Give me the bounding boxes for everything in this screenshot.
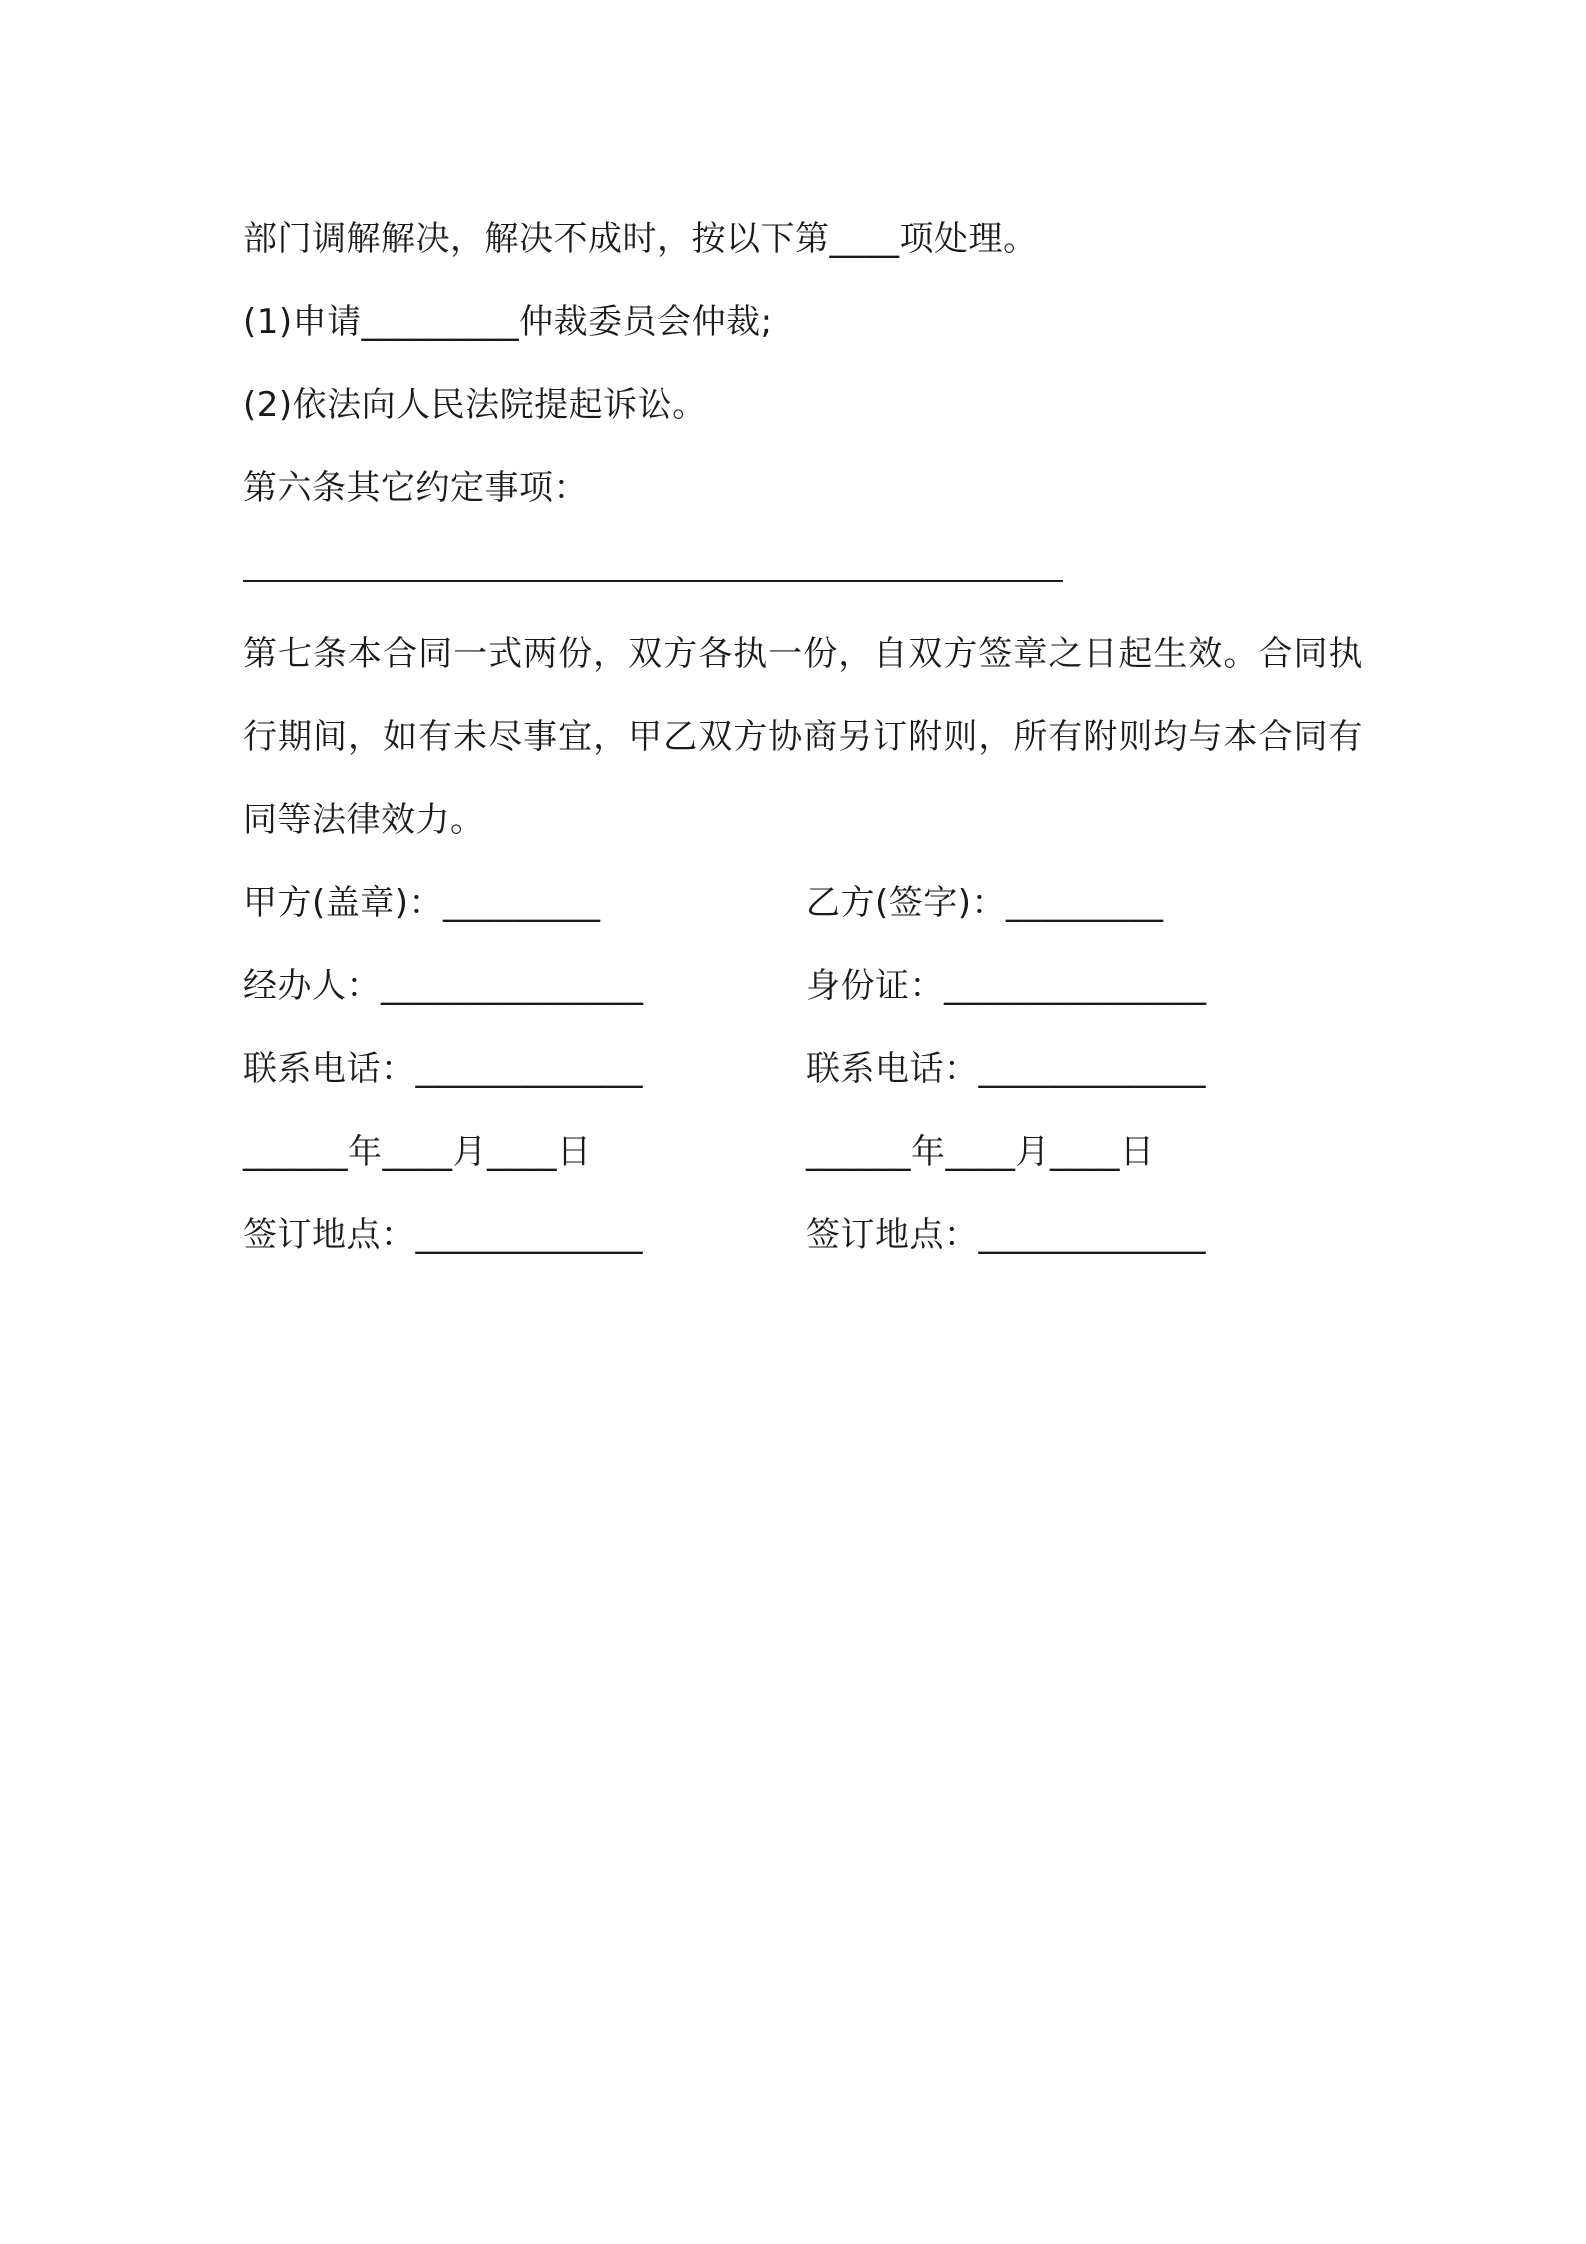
party-a-phone-field: 联系电话：_____________ [243,1049,643,1089]
id-card-field: 身份证：_______________ [806,966,1207,1006]
signature-row-party [243,862,1363,945]
signature-row-agent [243,945,1363,1028]
signature-row-date [243,1111,1363,1194]
arbitration-option: (1)申请_________仲裁委员会仲裁; [243,302,773,342]
other-terms-blank [243,530,1363,613]
party-b-place-field: 签订地点：_____________ [806,1215,1206,1255]
party-a-seal-field: 甲方(盖章)：_________ [243,883,601,923]
party-a-place-field: 签订地点：_____________ [243,1215,643,1255]
blank-rule [243,580,1063,582]
litigation-option: (2)依法向人民法院提起诉讼。 [243,385,707,425]
signature-block [243,862,1363,1277]
document-body [243,198,1363,1277]
article-six-heading: 第六条其它约定事项： [243,468,588,508]
party-b-phone-field: 联系电话：_____________ [806,1049,1206,1089]
party-a-date-field: ______年____月____日 [243,1132,592,1172]
signature-row-phone [243,1028,1363,1111]
party-b-date-field: ______年____月____日 [806,1132,1155,1172]
article-seven-paragraph: 第七条本合同一式两份，双方各执一份，自双方签章之日起生效。合同执行期间，如有未尽事宜，甲乙双方协商另订附则，所有附则均与本合同有同等法律效力。 [243,634,1363,840]
signature-row-place [243,1194,1363,1277]
dispute-resolution-line: 部门调解解决，解决不成时，按以下第____项处理。 [243,219,1038,259]
agent-field: 经办人：_______________ [243,966,644,1006]
party-b-sign-field: 乙方(签字)：_________ [806,883,1164,923]
